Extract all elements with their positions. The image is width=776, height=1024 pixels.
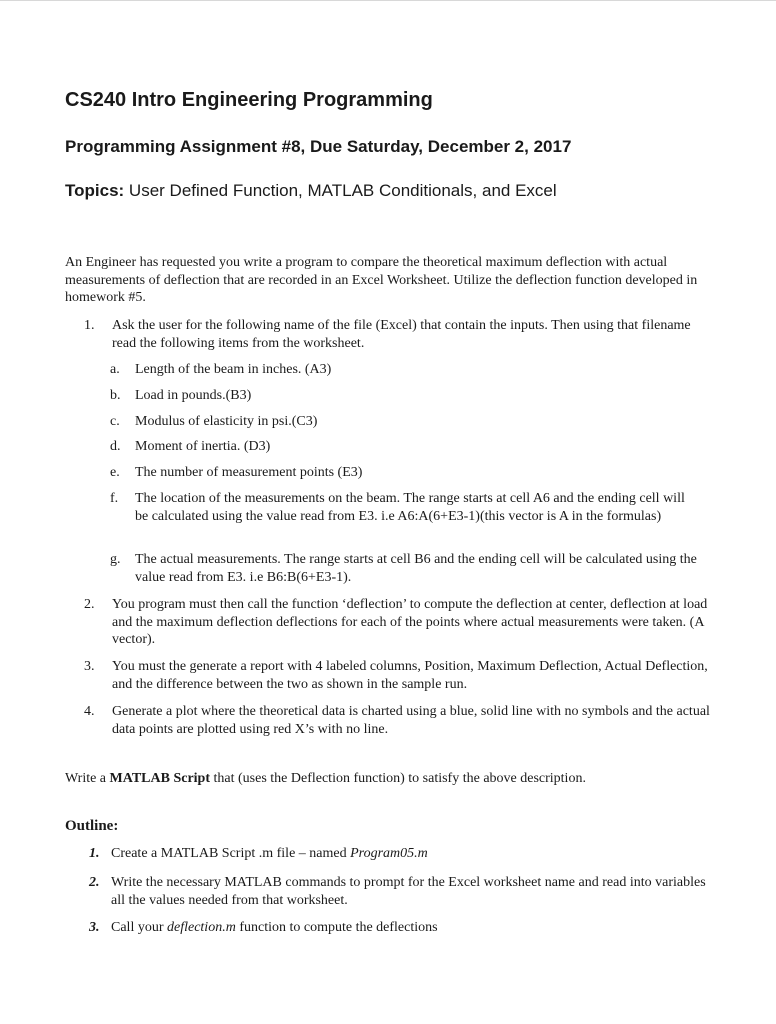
subitem-letter: e. (110, 465, 120, 480)
subitem-g (110, 551, 714, 586)
write-instruction (65, 770, 715, 788)
outline-text-emphasis: deflection.m (167, 920, 236, 935)
subitem-letter: b. (110, 388, 121, 403)
subitem-letter: a. (110, 362, 120, 377)
step-text: You must the generate a report with 4 labeled columns, Position, Maximum Deflection, Actual Deflection, and the difference between the two as shown in the sample run. (112, 659, 708, 692)
outline-text-pre: Call your (111, 920, 167, 935)
step-1 (84, 317, 714, 352)
subitem-f (110, 490, 690, 525)
write-pre: Write a (65, 771, 110, 786)
outline-text (111, 919, 709, 937)
subitem-e (110, 464, 714, 482)
outline-text (111, 874, 709, 909)
step-text: Generate a plot where the theoretical data is charted using a blue, solid line with no symbols and the actual data points are plotted using red X’s with no line. (112, 704, 710, 737)
page-top-border (0, 0, 776, 1)
step-text: You program must then call the function ‘deflection’ to compute the deflection at center, deflection at load and the maximum deflection deflections for each of the points where actual measurements were taken. (A vector). (112, 597, 708, 647)
step-text: Ask the user for the following name of the file (Excel) that contain the inputs. Then using that filename read the following items from the worksheet. (112, 318, 691, 351)
step-number: 1. (84, 318, 95, 333)
subitem-text: Modulus of elasticity in psi.(C3) (135, 414, 318, 429)
subitem-text: The actual measurements. The range starts at cell B6 and the ending cell will be calculated using the value read from E3. i.e B6:B(6+E3-1). (135, 552, 697, 585)
step-2 (84, 596, 714, 649)
outline-text-emphasis: Program05.m (350, 846, 428, 861)
subitem-text: The location of the measurements on the beam. The range starts at cell A6 and the ending cell will be calculated using the value read from E3. i.e A6:A(6+E3-1)(this vector is A in the formulas) (135, 491, 685, 524)
step-number: 3. (84, 659, 95, 674)
outline-number: 3. (89, 920, 100, 935)
subitem-b (110, 387, 714, 405)
topics-text: User Defined Function, MATLAB Conditionals, and Excel (128, 181, 557, 200)
step-number: 2. (84, 597, 95, 612)
subitem-letter: c. (110, 414, 120, 429)
course-title: CS240 Intro Engineering Programming (65, 89, 433, 111)
subitem-text: The number of measurement points (E3) (135, 465, 363, 480)
topics-label: Topics: (65, 181, 125, 200)
subitem-d (110, 438, 714, 456)
subitem-a (110, 361, 714, 379)
outline-number: 1. (89, 846, 100, 861)
step-number: 4. (84, 704, 95, 719)
step-3 (84, 658, 714, 693)
subitem-c (110, 413, 714, 431)
outline-number: 2. (89, 875, 100, 890)
step-4 (84, 703, 714, 738)
subitem-letter: g. (110, 552, 121, 567)
outline-heading: Outline: (65, 818, 119, 834)
outline-item-2 (89, 874, 709, 909)
assignment-title: Programming Assignment #8, Due Saturday, December 2, 2017 (65, 137, 572, 156)
subitem-letter: f. (110, 491, 119, 506)
write-bold: MATLAB Script (109, 771, 210, 786)
outline-text-pre: Create a MATLAB Script .m file – named (111, 846, 351, 861)
outline-item-3 (89, 919, 709, 937)
subitem-text: Load in pounds.(B3) (135, 388, 252, 403)
intro-paragraph: An Engineer has requested you write a program to compare the theoretical maximum deflection with actual measurements of deflection that are recorded in an Excel Worksheet. Utilize the deflection function developed in homework #5. (65, 255, 698, 305)
subitem-text: Moment of inertia. (D3) (135, 439, 271, 454)
subitem-text: Length of the beam in inches. (A3) (135, 362, 332, 377)
subitem-letter: d. (110, 439, 121, 454)
write-post: that (uses the Deflection function) to satisfy the above description. (210, 771, 586, 786)
topics-line (65, 181, 557, 201)
outline-text-pre: Write the necessary MATLAB commands to prompt for the Excel worksheet name and read into variables all the values needed from that worksheet. (111, 875, 706, 908)
outline-text-post: function to compute the deflections (235, 920, 438, 935)
outline-item-1 (89, 845, 709, 863)
outline-text (111, 845, 709, 863)
